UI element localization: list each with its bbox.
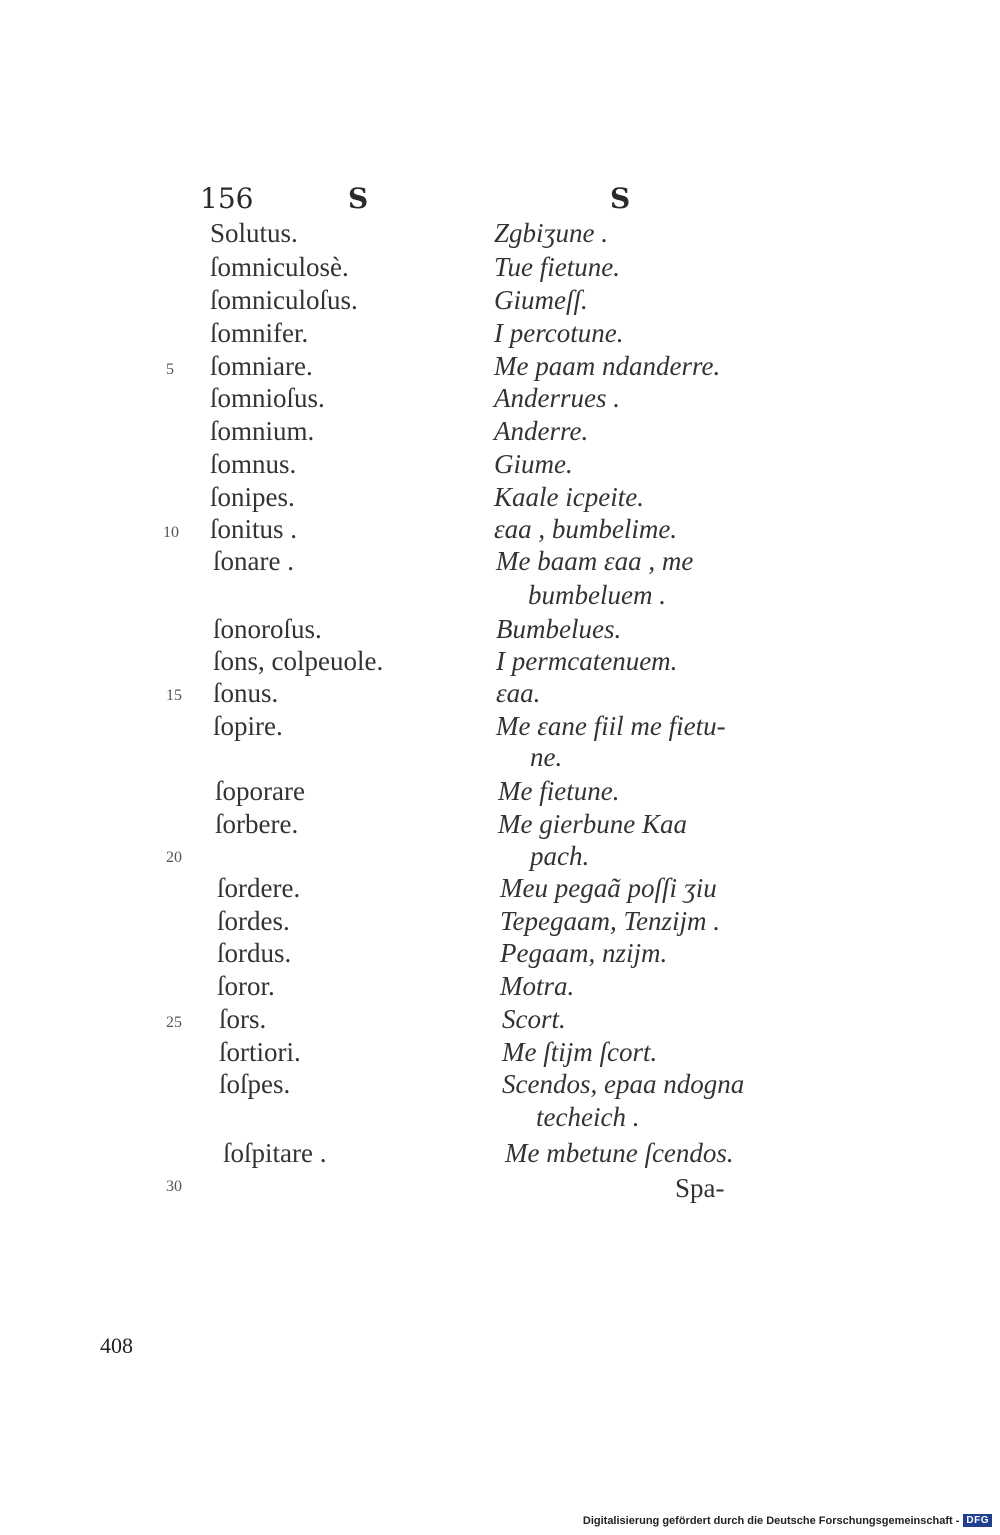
latin-entry: ſomniare. [210,351,313,381]
latin-entry: ſoror. [217,971,275,1001]
albanian-entry: I percotune. [494,318,624,348]
albanian-entry: Giume. [494,449,573,479]
albanian-entry: I permcatenuem. [496,646,678,676]
albanian-entry: Anderre. [494,416,589,446]
latin-entry: ſomnus. [210,449,297,479]
latin-entry: ſoſpes. [219,1069,291,1099]
albanian-entry: Kaale icpeite. [494,482,644,512]
albanian-entry: Bumbelues. [496,614,622,644]
albanian-entry: Me mbetune ſcendos. [505,1138,734,1168]
latin-entry: ſomnioſus. [210,383,325,413]
latin-entry: Solutus. [210,218,298,248]
latin-entry: ſonare . [213,546,294,576]
albanian-entry: Me baam ɛaa , me [496,546,694,576]
page-number: 156 [200,182,254,215]
latin-entry: ſors. [219,1004,267,1034]
latin-entry: ſomnium. [210,416,315,446]
header-letter-right: S [610,182,631,215]
line-number: 5 [166,361,174,378]
latin-entry: ſonoroſus. [213,614,322,644]
latin-entry: ſonus. [213,678,279,708]
footer-text: Digitalisierung gefördert durch die Deutsche Forschungsgemeinschaft - [582,1514,960,1527]
latin-entry: ſoporare [215,776,305,806]
latin-entry: ſortiori. [219,1037,301,1067]
catchword: Spa- [675,1173,725,1203]
line-number: 20 [166,849,182,866]
latin-entry: ſonipes. [210,482,295,512]
albanian-entry: Scort. [502,1004,566,1034]
line-number: 25 [166,1014,182,1031]
albanian-entry: ɛaa. [496,678,541,708]
header-letter-left: S [348,182,369,215]
albanian-entry: Me gierbune Kaa [498,809,687,839]
albanian-entry-continuation: ne. [530,742,563,772]
albanian-entry: Me paam ndanderre. [494,351,721,381]
reproduction-page-number: 408 [100,1333,133,1358]
latin-entry: ſordes. [217,906,290,936]
line-number: 10 [163,524,179,541]
albanian-entry: Anderrues . [494,383,620,413]
albanian-entry: Me ſtijm ſcort. [502,1037,658,1067]
latin-entry: ſomnifer. [210,318,309,348]
albanian-entry: Me ɛane fiil me fietu- [496,711,726,741]
albanian-entry: Motra. [500,971,575,1001]
latin-entry: ſorbere. [215,809,299,839]
albanian-entry: Tepegaam, Tenzijm . [500,906,721,936]
albanian-entry: Scendos, epaa ndogna [502,1069,745,1099]
albanian-entry: Tue fietune. [494,252,620,282]
albanian-entry-continuation: bumbeluem . [528,580,666,610]
albanian-entry-continuation: pach. [530,841,590,871]
latin-entry: ſonitus . [210,514,298,544]
latin-entry: ſomniculoſus. [210,285,358,315]
albanian-entry: Giumeſſ. [494,285,588,315]
albanian-entry: Pegaam, nzijm. [500,938,668,968]
line-number: 30 [166,1178,182,1195]
latin-entry: ſopire. [213,711,283,741]
latin-entry: ſoſpitare . [223,1138,327,1168]
latin-entry: ſordere. [217,873,301,903]
digitization-footer [583,1514,992,1527]
albanian-entry: Zgbiʒune . [494,218,608,248]
albanian-entry: ɛaa , bumbelime. [494,514,678,544]
latin-entry: ſons, colpeuole. [213,646,384,676]
line-number: 15 [166,687,182,704]
albanian-entry: Meu pegaã poſſi ʒiu [500,873,717,903]
latin-entry: ſomniculosè. [210,252,349,282]
albanian-entry: Me fietune. [498,776,620,806]
albanian-entry-continuation: techeich . [536,1102,640,1132]
latin-entry: ſordus. [217,938,292,968]
dfg-logo-icon: DFG [963,1514,992,1527]
